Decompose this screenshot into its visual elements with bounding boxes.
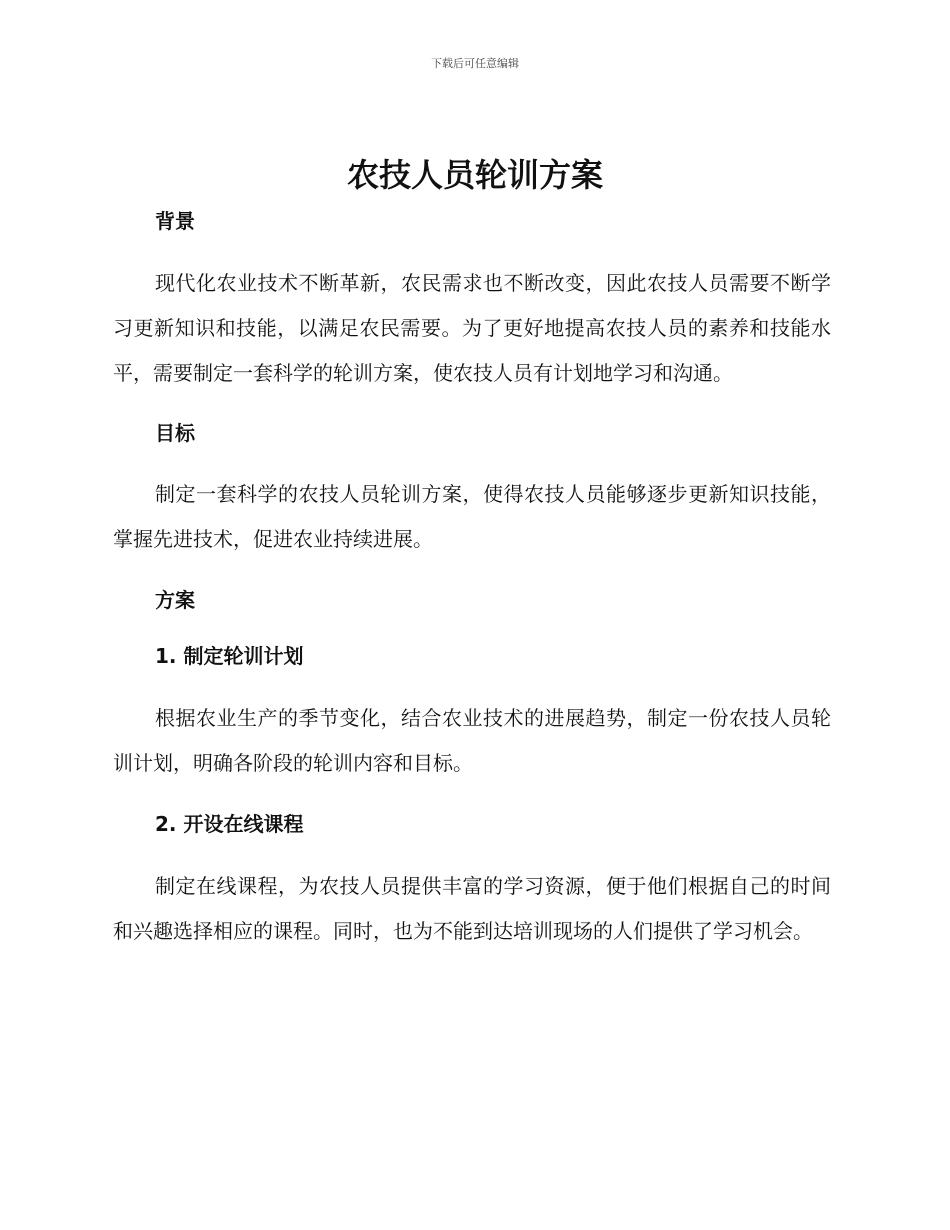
document-body xyxy=(113,205,831,954)
heading-step-2: 2. 开设在线课程 xyxy=(155,812,304,836)
document-title: 农技人员轮训方案 xyxy=(346,156,603,194)
heading-step-1: 1. 制定轮训计划 xyxy=(155,644,304,668)
paragraph-background: 现代化农业技术不断革新，农民需求也不断改变，因此农技人员需要不断学习更新知识和技能，以满足农民需要。为了更好地提高农技人员的素养和技能水平，需要制定一套科学的轮训方案，使农技人员有计划地学习和沟通。 xyxy=(113,271,831,385)
header-note: 下载后可任意编辑 xyxy=(431,57,519,70)
paragraph-step-1: 根据农业生产的季节变化，结合农业技术的进展趋势，制定一份农技人员轮训计划，明确各阶段的轮训内容和目标。 xyxy=(113,706,831,775)
heading-plan: 方案 xyxy=(155,588,195,612)
heading-background: 背景 xyxy=(155,209,195,233)
paragraph-goal: 制定一套科学的农技人员轮训方案，使得农技人员能够逐步更新知识技能，掌握先进技术，促进农业持续进展。 xyxy=(113,482,831,551)
heading-goal: 目标 xyxy=(155,421,195,445)
paragraph-step-2: 制定在线课程，为农技人员提供丰富的学习资源，便于他们根据自己的时间和兴趣选择相应的课程。同时，也为不能到达培训现场的人们提供了学习机会。 xyxy=(113,874,831,943)
